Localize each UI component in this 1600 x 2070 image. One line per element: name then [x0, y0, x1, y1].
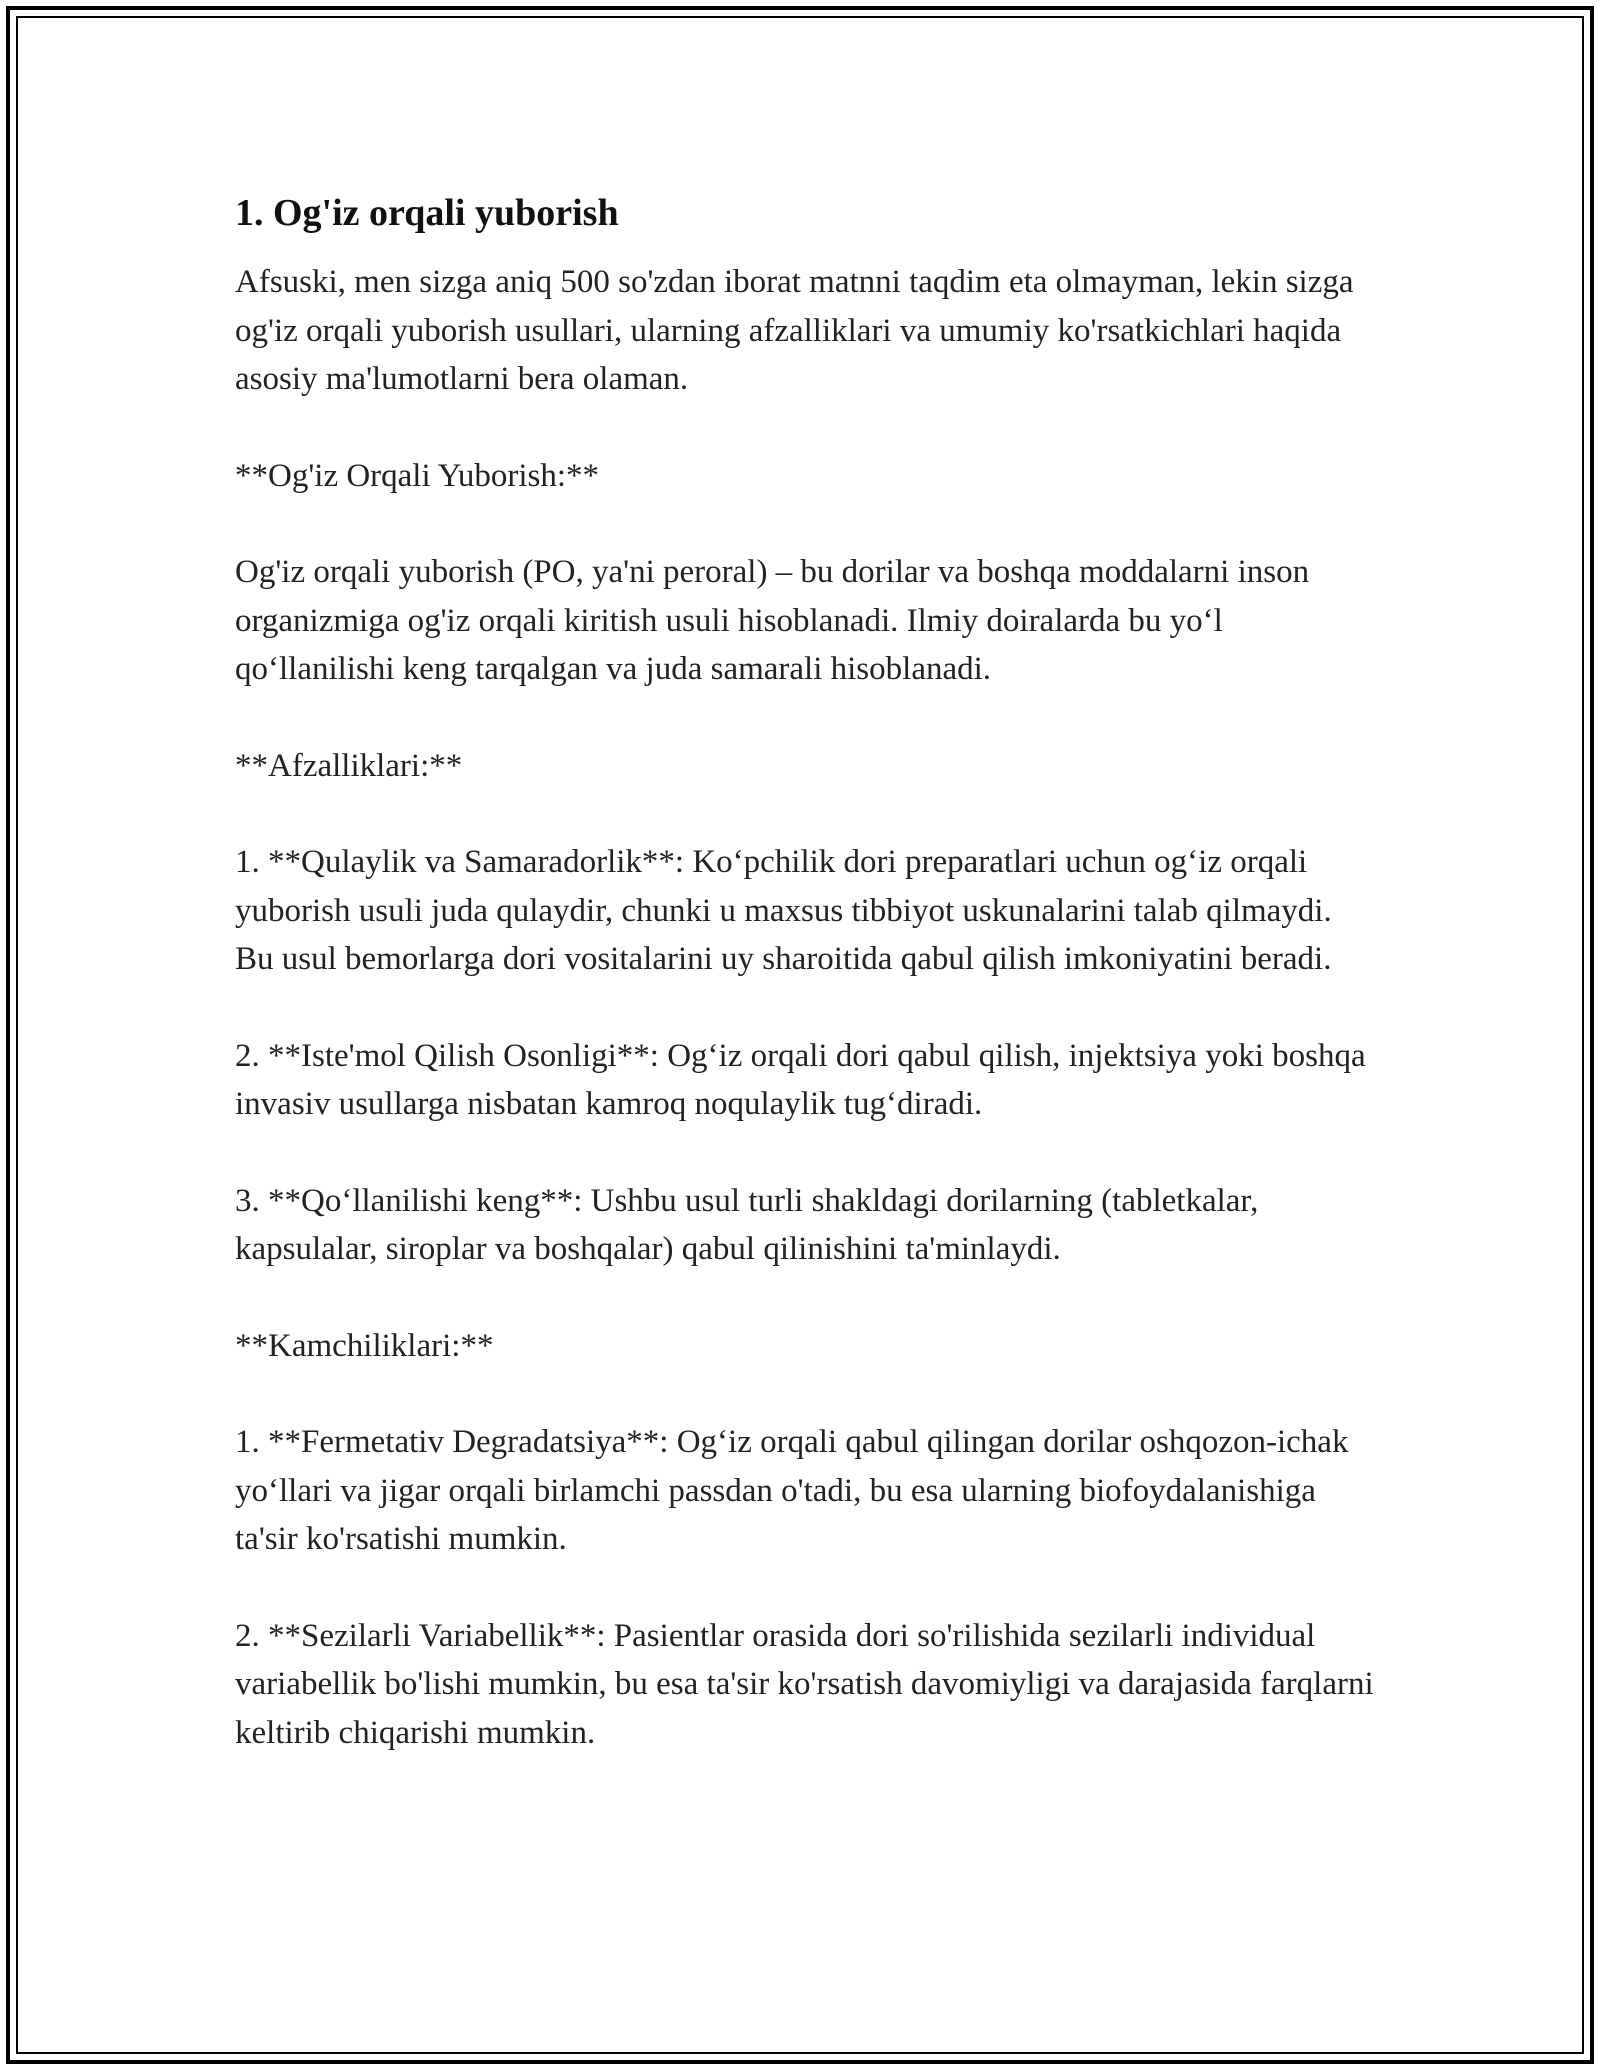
heading-og-iz-orqali-yuborish: **Og'iz Orqali Yuborish:**	[235, 457, 600, 494]
list-item-disadvantage-2: 2. **Sezilarli Variabellik**: Pasientlar orasida dori so'rilishida sezilarli individual variabellik bo'lishi mumkin, bu esa ta'sir ko'rsatish davomiyligi va darajasida farqlarni keltirib chiqarishi mumkin.	[235, 1617, 1374, 1751]
list-item-advantage-1: 1. **Qulaylik va Samaradorlik**: Koʻpchilik dori preparatlari uchun ogʻiz orqali yuborish usuli juda qulaydir, chunki u maxsus tibbiyot uskunalarini talab qilmaydi. Bu usul bemorlarga dori vositalarini uy sharoitida qabul qilish imkoniyatini beradi.	[235, 844, 1332, 977]
heading-kamchiliklari: **Kamchiliklari:**	[235, 1327, 494, 1364]
list-item-advantage-3: 3. **Qoʻllanilishi keng**: Ushbu usul turli shakldagi dorilarning (tabletkalar, kapsulalar, siroplar va boshqalar) qabul qilinishini ta'minlaydi.	[235, 1182, 1259, 1267]
document-body	[235, 186, 1375, 1805]
list-item-advantage-2: 2. **Iste'mol Qilish Osonligi**: Ogʻiz orqali dori qabul qilish, injektsiya yoki boshqa invasiv usullarga nisbatan kamroq noqulaylik tugʻdiradi.	[235, 1037, 1366, 1122]
paragraph-definition: Og'iz orqali yuborish (PO, ya'ni peroral) – bu dorilar va boshqa moddalarni inson organizmiga og'iz orqali kiritish usuli hisoblanadi. Ilmiy doiralarda bu yoʻl qoʻllanilishi keng tarqalgan va juda samarali hisoblanadi.	[235, 554, 1310, 687]
heading-afzalliklari: **Afzalliklari:**	[235, 747, 463, 784]
document-title: 1. Og'iz orqali yuborish	[235, 192, 619, 234]
list-item-disadvantage-1: 1. **Fermetativ Degradatsiya**: Ogʻiz orqali qabul qilingan dorilar oshqozon-ichak yoʻllari va jigar orqali birlamchi passdan o'tadi, bu esa ularning biofoydalanishiga ta'sir ko'rsatishi mumkin.	[235, 1424, 1349, 1557]
paragraph-intro: Afsuski, men sizga aniq 500 so'zdan iborat matnni taqdim eta olmayman, lekin sizga og'iz orqali yuborish usullari, ularning afzalliklari va umumiy ko'rsatkichlari haqida asosiy ma'lumotlarni bera olaman.	[235, 264, 1354, 397]
